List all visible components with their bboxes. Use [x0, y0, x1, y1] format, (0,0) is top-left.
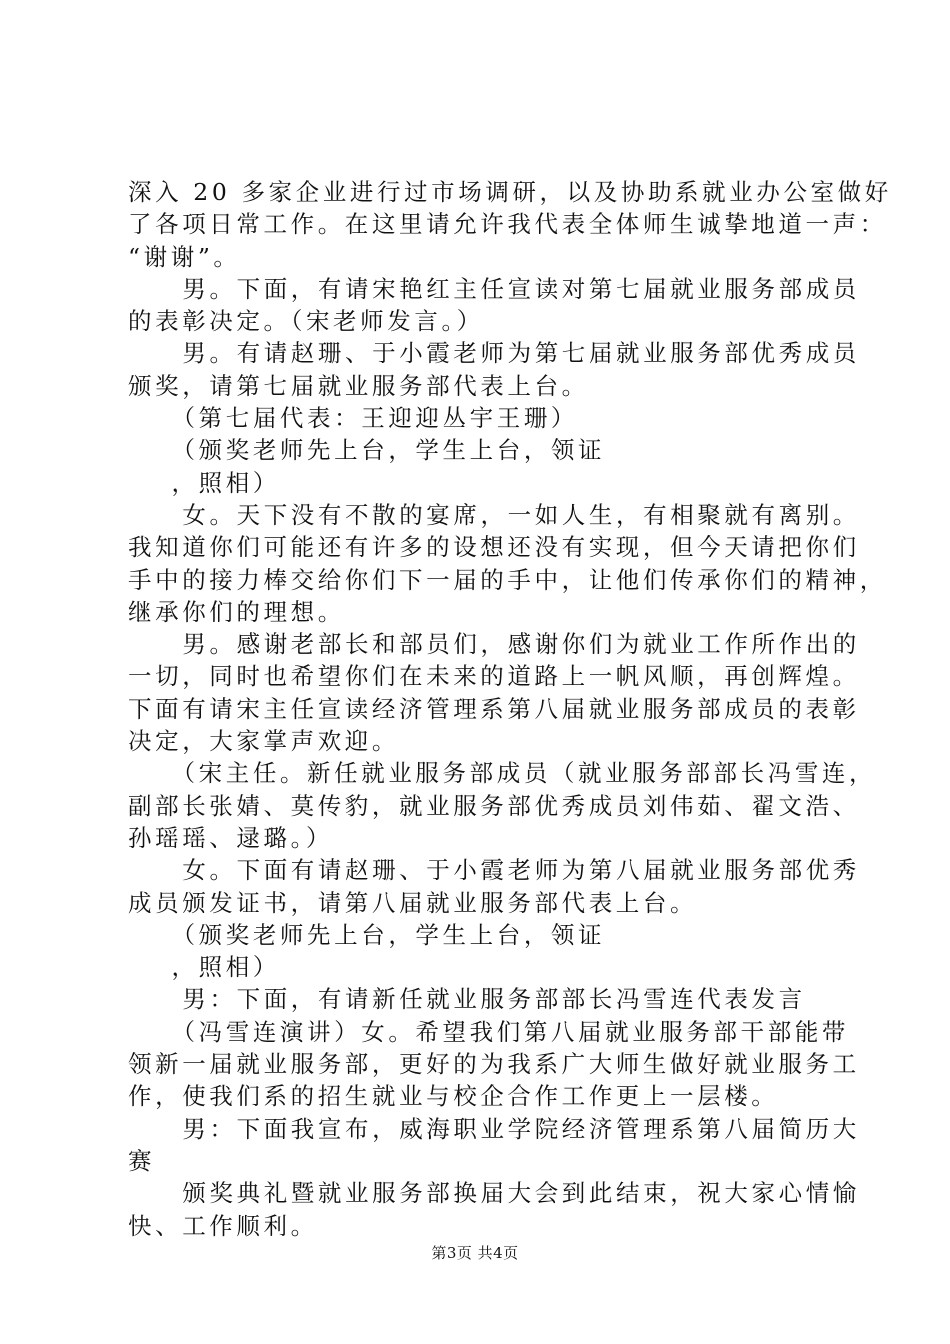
- text-line: ，照相）: [171, 953, 280, 982]
- text-line: 孙瑶瑶、逯璐。）: [128, 823, 334, 852]
- text-line: 了各项日常工作。在这里请允许我代表全体师生诚挚地道一声：: [128, 210, 887, 239]
- text-line: 一切，同时也希望你们在未来的道路上一帆风顺，再创辉煌。: [128, 662, 860, 691]
- text-line: 赛: [128, 1146, 156, 1175]
- text-line: 男。有请赵珊、于小霞老师为第七届就业服务部优秀成员: [182, 339, 860, 368]
- text-line: 领新一届就业服务部，更好的为我系广大师生做好就业服务工: [128, 1050, 860, 1079]
- text-line: （颁奖老师先上台，学生上台，领证: [171, 920, 606, 949]
- text-line: （宋主任。新任就业服务部成员（就业服务部部长冯雪连，: [171, 759, 877, 788]
- text-line: 作，使我们系的招生就业与校企合作工作更上一层楼。: [128, 1082, 779, 1111]
- text-line: 成员颁发证书，请第八届就业服务部代表上台。: [128, 888, 698, 917]
- text-line: 女。下面有请赵珊、于小霞老师为第八届就业服务部优秀: [182, 856, 860, 885]
- text-line: 男：下面我宣布，威海职业学院经济管理系第八届简历大: [182, 1114, 860, 1143]
- text-line: 颁奖，请第七届就业服务部代表上台。: [128, 371, 589, 400]
- text-line: （颁奖老师先上台，学生上台，领证: [171, 436, 606, 465]
- text-line: 继承你们的理想。: [128, 597, 345, 626]
- page-footer: [0, 1243, 950, 1263]
- text-line: 下面有请宋主任宣读经济管理系第八届就业服务部成员的表彰: [128, 694, 860, 723]
- text-line: 颁奖典礼暨就业服务部换届大会到此结束，祝大家心情愉: [182, 1179, 860, 1208]
- text-line: 手中的接力棒交给你们下一届的手中，让他们传承你们的精神，: [128, 565, 887, 594]
- text-line: 女。天下没有不散的宴席，一如人生，有相聚就有离别。: [182, 500, 860, 529]
- text-line: 男。感谢老部长和部员们，感谢你们为就业工作所作出的: [182, 630, 860, 659]
- text-line: 副部长张婧、莫传豹，就业服务部优秀成员刘伟茹、翟文浩、: [128, 791, 860, 820]
- text-line: 的表彰决定。（宋老师发言。）: [128, 307, 484, 336]
- text-line: （冯雪连演讲）女。希望我们第八届就业服务部干部能带: [171, 1017, 850, 1046]
- text-line: 我知道你们可能还有许多的设想还没有实现，但今天请把你们: [128, 533, 860, 562]
- text-line: 男：下面，有请新任就业服务部部长冯雪连代表发言: [182, 985, 806, 1014]
- text-line: 决定，大家掌声欢迎。: [128, 727, 399, 756]
- document-body: [128, 176, 892, 1242]
- text-line: 快、工作顺利。: [128, 1211, 318, 1240]
- text-line: ，照相）: [171, 468, 280, 497]
- page-number-label: 第3页 共4页: [431, 1244, 519, 1262]
- text-line: 深入 20 多家企业进行过市场调研，以及协助系就业办公室做好: [128, 178, 892, 206]
- text-line: 男。下面，有请宋艳红主任宣读对第七届就业服务部成员: [182, 274, 860, 303]
- text-line: （第七届代表：王迎迎丛宇王珊）: [171, 404, 579, 433]
- text-line: “谢谢”。: [128, 242, 241, 271]
